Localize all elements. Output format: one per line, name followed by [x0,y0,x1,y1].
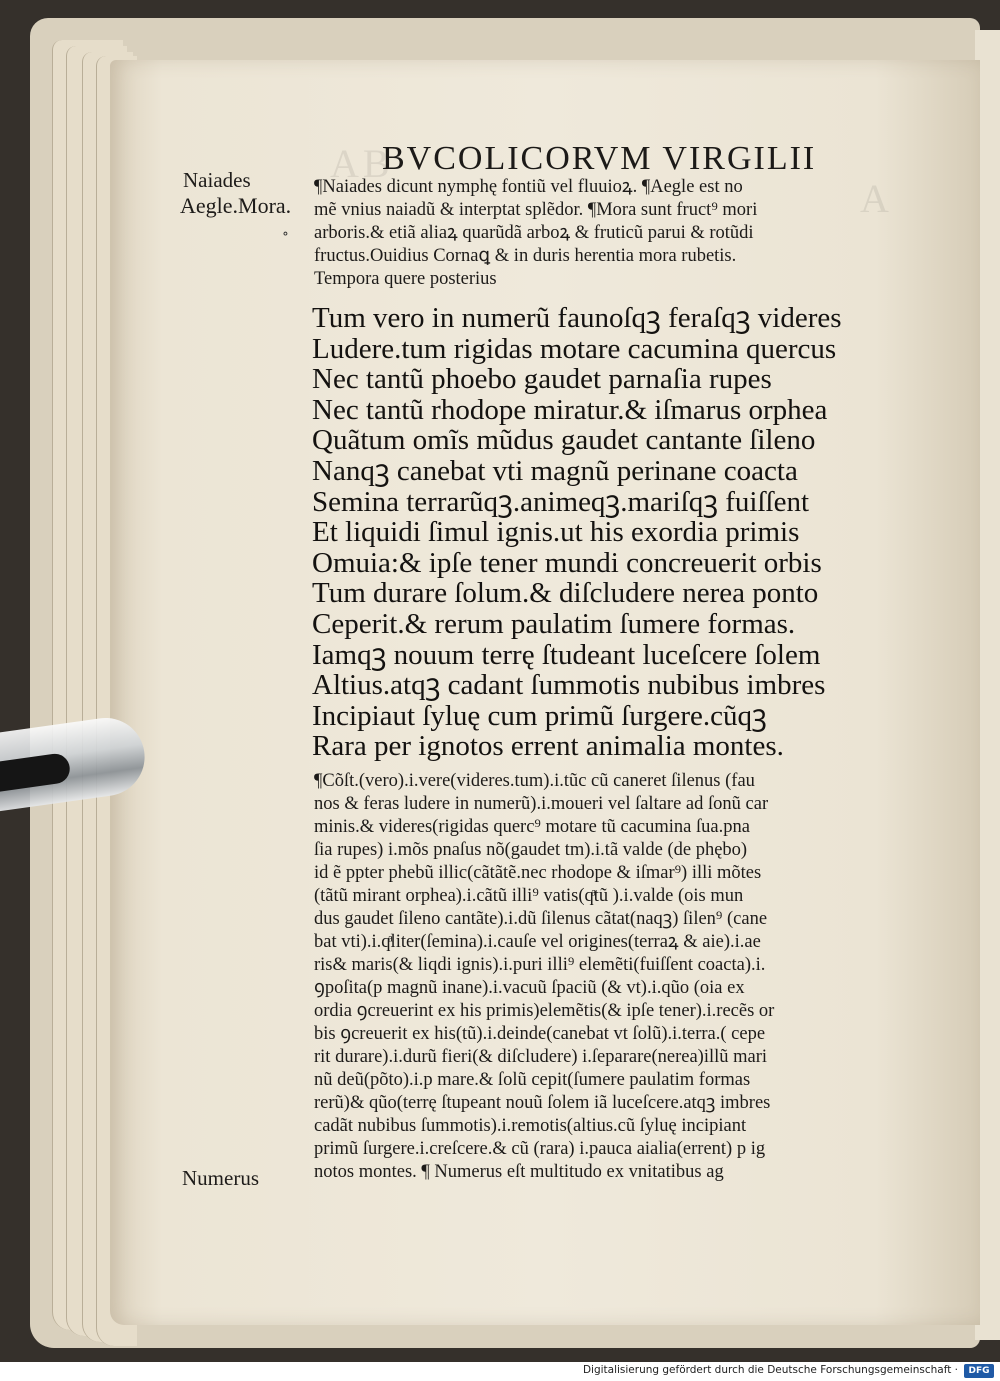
commentary-line: rerũ)& qũo(terrę ſtupeant nouũ ſolem iã luceſcere.atqꝫ imbres [314,1093,771,1113]
commentary-line: Tempora quere posterius [314,269,497,289]
verse-line: Tum vero in numerũ faunoſqꝫ feraſqꝫ videres [312,302,842,334]
verse-line: Semina terrarũqꝫ.animeqꝫ.mariſqꝫ fuiſſent [312,485,810,518]
commentary-line: cadãt nubibus ſummotis).i.remotis(altius.cũ ſyluę incipiant [314,1116,747,1136]
marginal-note-numerus: Numerus [182,1166,259,1190]
commentary-line: nũ deũ(põto).i.p mare.& ſolũ cepit(ſumere paulatim formas [314,1070,751,1090]
verse-line: Nec tantũ phoebo gaudet parnaſia rupes [312,363,772,396]
commentary-line: rit durare).i.durũ fieri(& diſcludere) i.ſeparare(nerea)illũ mari [314,1047,768,1067]
marginal-note-aegle-mora: Aegle.Mora. [180,193,292,218]
verse-block [312,303,842,762]
marginal-note-naiades: Naiades [183,168,251,192]
commentary-line: arboris.& etiã aliaꝝ quarũdã arboꝝ & fruticũ parui & rotũdi [314,223,754,243]
dfg-logo-icon: DFG [964,1364,994,1378]
commentary-line: mẽ vnius naiadũ & interptat splẽdor. ¶Mora sunt fruct⁹ mori [314,200,758,220]
margin-mark: ∘ [282,227,289,242]
commentary-line: ꝯpoſita(p magnũ inane).i.vacuũ ſpaciũ (& vt).i.qũo (oia ex [314,978,745,998]
show-through-text: AB [330,141,394,186]
commentary-top [314,176,904,291]
commentary-line: bis ꝯcreuerit ex his(tũ).i.deinde(canebat vt ſolũ).i.terra.( cepe [314,1024,766,1044]
verse-line: Tum durare ſolum.& diſcludere nerea ponto [312,577,819,610]
verse-line: Quãtum omĩs mũdus gaudet cantante ſileno [312,424,816,457]
commentary-line: (tãtũ mirant orphea).i.cãtũ illi⁹ vatis(qͣtũ ).i.valde (ois mun [314,886,744,906]
commentary-line: ordia ꝯcreuerint ex his primis)elemẽtis(& ipſe tener).i.recẽs or [314,1001,775,1021]
verse-line: Incipiaut ſyluę cum primũ ſurgere.cũqꝫ [312,699,767,732]
verse-line: Iamqꝫ nouum terrę ſtudeant luceſcere ſolem [312,638,821,671]
commentary-line: ¶Naiades dicunt nymphę fontiũ vel fluuioꝝ. ¶Aegle est no [314,177,743,197]
verse-line: Omuia:& ipſe tener mundi concreuerit orbis [312,546,822,579]
commentary-line: notos montes. ¶ Numerus eſt multitudo ex vnitatibus ag [314,1162,724,1182]
commentary-line: id ẽ ppter phebũ illic(cãtãtẽ.nec rhodope & iſmar⁹) illi mõtes [314,863,762,883]
verse-line: Ceperit.& rerum paulatim ſumere formas. [312,607,796,640]
verse-line: Et liquidi ſimul ignis.ut his exordia primis [312,516,800,549]
verse-line: Ludere.tum rigidas motare cacumina quercus [312,332,837,365]
commentary-line: dus gaudet ſileno cantãte).i.dũ ſilenus cãtat(naqꝫ) ſilen⁹ (cane [314,909,768,929]
commentary-line: minis.& videres(rigidas querc⁹ motare tũ cacumina ſua.pna [314,817,750,837]
commentary-line: nos & feras ludere in numerũ).i.moueri vel ſaltare ad ſonũ car [314,794,769,814]
show-through-text: A [860,176,893,221]
verse-line: Nanqꝫ canebat vti magnũ perinane coacta [312,454,798,487]
page-title: BVCOLICORVM VIRGILII [382,140,817,177]
commentary-line: fructus.Ouidius Cornaꝗ & in duris herentia mora rubetis. [314,246,737,266]
verse-line: Nec tantũ rhodope miratur.& iſmarus orphea [312,393,828,426]
commentary-line: ſia rupes) i.mõs pnaſus nõ(gaudet tm).i.tã valde (de phębo) [314,840,748,860]
verse-line: Rara per ignotos errent animalia montes. [312,730,784,763]
commentary-bottom [314,770,904,1184]
commentary-line: bat vti).i.qͣliter(ſemina).i.cauſe vel origines(terraꝝ & aie).i.ae [314,932,761,952]
verse-line: Altius.atqꝫ cadant ſummotis nubibus imbres [312,669,826,702]
commentary-line: ris& maris(& liqdi ignis).i.puri illi⁹ elemẽti(fuiſſent coacta).i. [314,955,766,975]
commentary-line: ¶Cõſt.(vero).i.vere(videres.tum).i.tũc cũ caneret ſilenus (fau [314,771,755,791]
commentary-line: primũ ſurgere.i.creſcere.& cũ (rara) i.pauca aialia(errent) p ig [314,1139,766,1159]
funding-credit: Digitalisierung gefördert durch die Deutsche Forschungsgemeinschaft · [582,1364,958,1376]
